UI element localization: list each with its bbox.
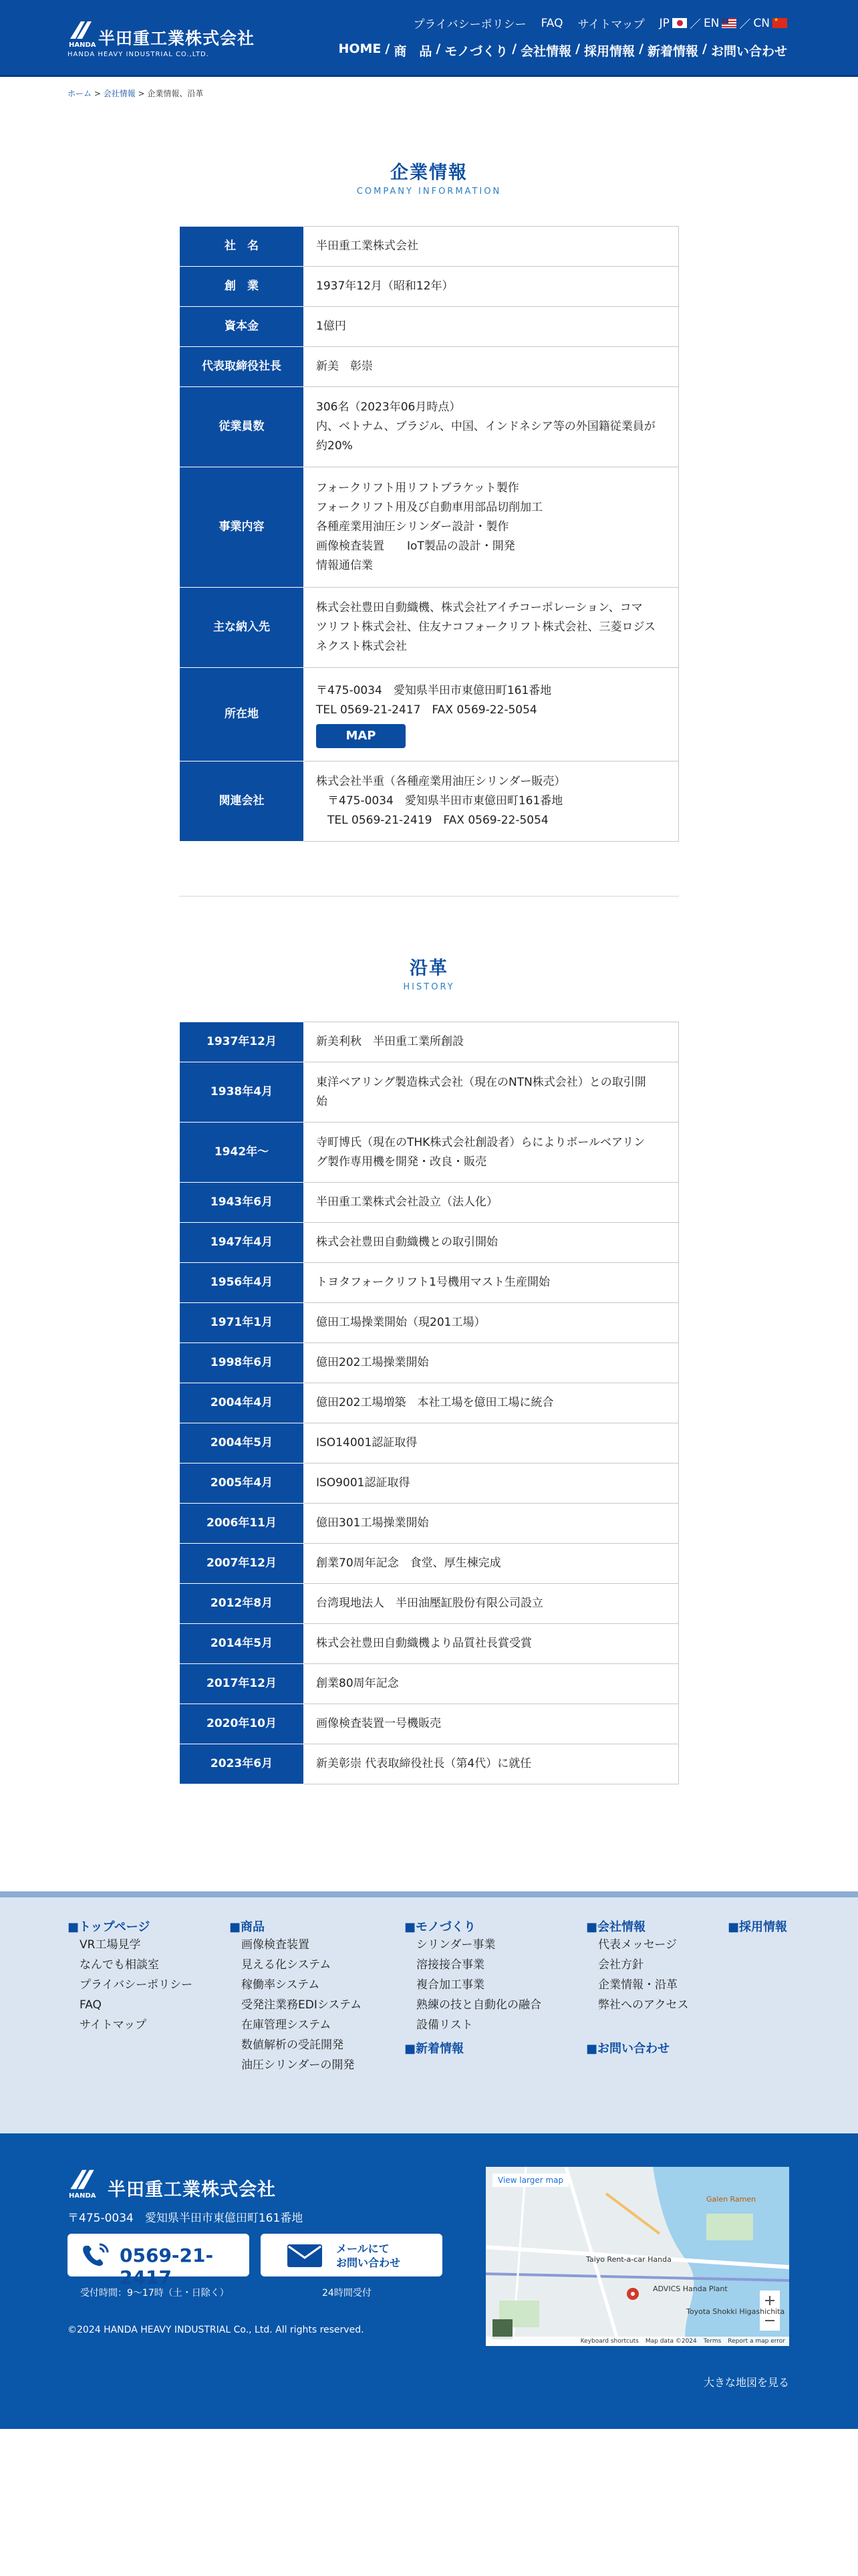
language-switcher: JP ／ EN ／ CN ★ xyxy=(660,15,787,31)
logo-mark-text: HANDA xyxy=(69,41,96,49)
footer-link[interactable]: 見える化システム xyxy=(241,1958,331,1972)
row-value xyxy=(304,1343,679,1383)
map-attribution-item[interactable]: Report a map error xyxy=(728,2338,785,2345)
footer-link[interactable]: 熟練の技と自動化の融合 xyxy=(416,1998,541,2012)
footer-col-monozukuri xyxy=(404,1917,541,2057)
row-value xyxy=(304,1744,679,1784)
row-label: 2023年6月 xyxy=(180,1744,304,1784)
row-value-line: 1億円 xyxy=(316,320,346,333)
map-label: Taiyo Rent-a-car Handa xyxy=(586,2255,672,2264)
footer-link[interactable]: 画像検査装置 xyxy=(241,1938,309,1952)
row-label: 2006年11月 xyxy=(180,1504,304,1544)
footer-head-recruit[interactable]: ■採用情報 xyxy=(728,1920,788,1934)
row-value-line: 台湾現地法人 半田油壓缸股份有限公司設立 xyxy=(316,1597,543,1610)
copyright: ©2024 HANDA HEAVY INDUSTRIAL Co., Ltd. All rights reserved. xyxy=(67,2325,364,2335)
row-value-line: 半田重工業株式会社設立（法人化） xyxy=(316,1195,498,1209)
row-value xyxy=(304,762,679,842)
row-value xyxy=(304,1303,679,1343)
row-value xyxy=(304,588,679,668)
phone-button[interactable] xyxy=(67,2234,249,2289)
top-link-sitemap[interactable]: サイトマップ xyxy=(577,18,645,31)
row-label: 1937年12月 xyxy=(180,1022,304,1062)
row-value-line: 億田工場操業開始（現201工場） xyxy=(316,1316,486,1329)
row-value-line: 〒475-0034 愛知県半田市東億田町161番地 xyxy=(316,794,563,808)
company-subtitle: COMPANY INFORMATION xyxy=(356,187,502,197)
breadcrumb: ホーム > 会社情報 > 企業情報、沿革 xyxy=(67,89,204,98)
nav-monozukuri[interactable]: モノづくり xyxy=(444,44,509,59)
row-value-line: トヨタフォークリフト1号機用マスト生産開始 xyxy=(316,1276,550,1289)
row-value-line: 寺町博氏（現在のTHK株式会社創設者）らによりボールベアリン xyxy=(316,1135,646,1149)
row-label: 1942年～ xyxy=(180,1123,304,1183)
row-value-line: 各種産業用油圧シリンダー設計・製作 xyxy=(316,520,509,534)
row-value xyxy=(304,1664,679,1704)
row-value xyxy=(304,227,679,267)
china-flag-icon[interactable] xyxy=(772,18,787,28)
footer-link[interactable]: 受発注業務EDIシステム xyxy=(241,1998,362,2012)
footer-col-recruit xyxy=(728,1917,787,1935)
lang-jp-link[interactable]: JP xyxy=(659,16,670,30)
japan-flag-icon[interactable] xyxy=(672,18,687,28)
mail-contact-line2: お問い合わせ xyxy=(336,2256,401,2269)
table-row xyxy=(180,1223,679,1263)
row-value-line: 株式会社豊田自動織機、株式会社アイチコーポレーション、コマ xyxy=(316,601,643,614)
row-value-line: TEL 0569-21-2417 FAX 0569-22-5054 xyxy=(316,703,537,717)
row-value-line: 創業70周年記念 食堂、厚生棟完成 xyxy=(316,1556,501,1570)
history-table xyxy=(179,1022,679,1784)
logo-mark-icon xyxy=(67,19,94,43)
row-value-line: フォークリフト用及び自動車用部品切削加工 xyxy=(316,501,543,514)
row-value-line: 画像検査装置 IoT製品の設計・開発 xyxy=(316,540,515,553)
footer-link[interactable]: 溶接接合事業 xyxy=(416,1958,484,1972)
nav-products[interactable]: 商 品 xyxy=(394,44,432,59)
footer-link[interactable]: 代表メッセージ xyxy=(598,1938,677,1952)
phone-hours: 受付時間：9～17時（土・日除く） xyxy=(80,2288,229,2299)
table-row xyxy=(180,1744,679,1784)
row-value-line: 半田重工業株式会社 xyxy=(316,239,418,253)
map-larger-link[interactable]: View larger map xyxy=(492,2174,569,2187)
row-label: 2017年12月 xyxy=(180,1664,304,1704)
nav-company[interactable]: 会社情報 xyxy=(521,44,572,59)
table-row xyxy=(180,1584,679,1624)
footer-sitemap xyxy=(0,1891,858,2133)
row-value xyxy=(304,1062,679,1123)
row-value-line: 東洋ベアリング製造株式会社（現在のNTN株式会社）との取引開 xyxy=(316,1075,646,1089)
table-row xyxy=(180,1303,679,1343)
footer-link[interactable]: 油圧シリンダーの開発 xyxy=(241,2059,355,2072)
row-value xyxy=(304,1584,679,1624)
row-value-line: 株式会社豊田自動織機との取引開始 xyxy=(316,1236,498,1249)
footer-head-monozukuri[interactable]: ■モノづくり xyxy=(404,1920,476,1934)
row-label: 2012年8月 xyxy=(180,1584,304,1624)
row-label: 代表取締役社長 xyxy=(180,347,304,387)
footer-link[interactable]: プライバシーポリシー xyxy=(80,1978,193,1992)
footer-company-name: 半田重工業株式会社 xyxy=(108,2180,276,2200)
row-value-line: ネクスト株式会社 xyxy=(316,640,407,653)
row-label: 1943年6月 xyxy=(180,1183,304,1223)
row-label: 1938年4月 xyxy=(180,1062,304,1123)
footer-link[interactable]: なんでも相談室 xyxy=(80,1958,159,1972)
row-label: 1998年6月 xyxy=(180,1343,304,1383)
map-label: ADVICS Handa Plant xyxy=(653,2285,728,2293)
history-title: 沿革 xyxy=(410,958,448,979)
footer-logo-mark-text: HANDA xyxy=(69,2192,96,2200)
row-value-line: グ製作専用機を開発・改良・販売 xyxy=(316,1155,486,1169)
top-link-privacy[interactable]: プライバシーポリシー xyxy=(413,18,527,31)
row-label: 主な納入先 xyxy=(180,588,304,668)
row-label: 2004年5月 xyxy=(180,1423,304,1463)
table-row xyxy=(180,588,679,668)
table-row xyxy=(180,1383,679,1423)
row-value xyxy=(304,387,679,467)
footer-link[interactable]: サイトマップ xyxy=(80,2018,147,2032)
table-row xyxy=(180,1343,679,1383)
row-value-line: 創業80周年記念 xyxy=(316,1677,399,1690)
row-value xyxy=(304,1504,679,1544)
row-value xyxy=(304,1624,679,1664)
footer-link[interactable]: 数値解析の受託開発 xyxy=(241,2038,343,2052)
row-value xyxy=(304,1223,679,1263)
main-nav: HOME / 商 品 / モノづくり / 会社情報 / 採用情報 / 新着情報 / お問い合わせ xyxy=(338,41,787,59)
section-divider xyxy=(179,896,679,897)
logo-company-name-en: HANDA HEAVY INDUSTRIAL CO.,LTD. xyxy=(67,51,209,58)
row-label: 創 業 xyxy=(180,267,304,307)
footer-link[interactable]: 企業情報・沿革 xyxy=(598,1978,678,1992)
row-value-line: 億田301工場操業開始 xyxy=(316,1516,429,1530)
row-label: 2005年4月 xyxy=(180,1463,304,1504)
row-label: 関連会社 xyxy=(180,762,304,842)
footer-link[interactable]: 弊社へのアクセス xyxy=(598,1998,689,2012)
row-value-line: 株式会社半重（各種産業用油圧シリンダー販売） xyxy=(316,775,566,788)
row-value xyxy=(304,267,679,307)
mail-contact-line1: メールにて xyxy=(336,2242,390,2255)
row-value xyxy=(304,1704,679,1744)
table-row xyxy=(180,1263,679,1303)
breadcrumb-company[interactable]: 会社情報 xyxy=(103,89,136,98)
row-value-line: 情報通信業 xyxy=(316,559,373,572)
table-row xyxy=(180,1704,679,1744)
top-links xyxy=(413,15,787,31)
row-value-line: 株式会社豊田自動織機より品質社長賞受賞 xyxy=(316,1637,532,1650)
table-row xyxy=(180,1664,679,1704)
row-value xyxy=(304,1022,679,1062)
row-value-line: 306名（2023年06月時点） xyxy=(316,400,461,414)
row-value-line: 画像検査装置一号機販売 xyxy=(316,1717,441,1730)
footer-link[interactable]: 会社方針 xyxy=(598,1958,644,1972)
row-label: 1956年4月 xyxy=(180,1263,304,1303)
row-value-line: 始 xyxy=(316,1094,327,1108)
nav-contact[interactable]: お問い合わせ xyxy=(710,44,787,59)
map-attribution-item[interactable]: Terms xyxy=(703,2338,722,2345)
site-header xyxy=(0,0,858,75)
embedded-map[interactable] xyxy=(486,2167,789,2346)
footer-link[interactable]: VR工場見学 xyxy=(80,1938,141,1952)
history-section-title xyxy=(0,953,858,992)
row-label: 1971年1月 xyxy=(180,1303,304,1343)
phone-icon xyxy=(80,2242,112,2268)
row-value-line: ISO9001認証取得 xyxy=(316,1476,410,1490)
row-value-line: フォークリフト用リフトブラケット製作 xyxy=(316,481,519,495)
table-row xyxy=(180,387,679,467)
table-row xyxy=(180,1183,679,1223)
row-value-line: 内、ベトナム、ブラジル、中国、インドネシア等の外国籍従業員が xyxy=(316,420,656,433)
row-value-line: 新美 彰崇 xyxy=(316,360,373,373)
lang-cn-link[interactable]: CN xyxy=(753,16,770,30)
history-subtitle: HISTORY xyxy=(403,982,455,992)
row-value-line: TEL 0569-21-2419 FAX 0569-22-5054 xyxy=(316,814,549,827)
footer-address: 〒475-0034 愛知県半田市東億田町161番地 xyxy=(67,2212,303,2225)
row-value xyxy=(304,1123,679,1183)
nav-recruit[interactable]: 採用情報 xyxy=(584,44,635,59)
map-attribution xyxy=(486,2337,789,2346)
table-row xyxy=(180,267,679,307)
table-row xyxy=(180,1022,679,1062)
row-label: 2014年5月 xyxy=(180,1624,304,1664)
row-label: 社 名 xyxy=(180,227,304,267)
row-value-line: 新美利秋 半田重工業所創設 xyxy=(316,1035,464,1048)
table-row xyxy=(180,1624,679,1664)
table-row xyxy=(180,668,679,762)
company-info-table xyxy=(179,226,679,842)
logo-mark-icon xyxy=(67,2167,97,2194)
row-value xyxy=(304,467,679,588)
map-attribution-item: Map data ©2024 xyxy=(645,2338,697,2345)
row-value-line: 新美彰崇 代表取締役社長（第4代）に就任 xyxy=(316,1757,532,1770)
footer-head-news[interactable]: ■新着情報 xyxy=(404,2042,464,2056)
lang-en-link[interactable]: EN xyxy=(703,16,720,30)
breadcrumb-home[interactable]: ホーム xyxy=(67,89,92,98)
row-value-line: 億田202工場増築 本社工場を億田工場に統合 xyxy=(316,1396,554,1409)
logo-company-name: 半田重工業株式会社 xyxy=(98,29,255,48)
map-label: Galen Ramen xyxy=(706,2195,756,2204)
footer-link[interactable]: 設備リスト xyxy=(416,2018,473,2032)
big-map-link[interactable]: 大きな地図を見る xyxy=(703,2376,789,2389)
footer-link[interactable]: 在庫管理システム xyxy=(241,2018,331,2032)
row-label: 資本金 xyxy=(180,307,304,347)
table-row xyxy=(180,307,679,347)
row-value xyxy=(304,1383,679,1423)
breadcrumb-current: 企業情報、沿革 xyxy=(147,89,204,98)
row-value-line: 〒475-0034 愛知県半田市東億田町161番地 xyxy=(316,683,552,697)
footer-col-company xyxy=(586,1917,689,2057)
footer-head-top[interactable]: ■トップページ xyxy=(67,1920,150,1934)
mail-icon xyxy=(287,2244,322,2267)
row-value-line: 1937年12月（昭和12年） xyxy=(316,279,454,293)
table-row xyxy=(180,1423,679,1463)
row-value xyxy=(304,1544,679,1584)
footer-link[interactable]: 稼働率システム xyxy=(241,1978,320,1992)
row-value-line: 約20% xyxy=(316,439,353,453)
footer-link[interactable]: FAQ xyxy=(80,1998,102,2012)
row-value xyxy=(304,1463,679,1504)
table-row xyxy=(180,347,679,387)
company-title: 企業情報 xyxy=(390,162,468,183)
table-row xyxy=(180,1544,679,1584)
footer-col-products xyxy=(229,1917,362,2075)
footer-link[interactable]: 複合加工事業 xyxy=(416,1978,484,1992)
row-label: 2007年12月 xyxy=(180,1544,304,1584)
mail-hours: 24時間受付 xyxy=(322,2288,372,2299)
footer-link[interactable]: シリンダー事業 xyxy=(416,1938,496,1952)
row-value-line: ツリフト株式会社、住友ナコフォークリフト株式会社、三菱ロジス xyxy=(316,620,656,634)
table-row xyxy=(180,1062,679,1123)
row-value xyxy=(304,1183,679,1223)
footer-head-contact[interactable]: ■お問い合わせ xyxy=(586,2042,670,2056)
phone-number: 0569-21-2417 xyxy=(120,2244,214,2289)
row-label: 2004年4月 xyxy=(180,1383,304,1423)
map-label: Toyota Shokki Higashichita xyxy=(686,2307,785,2316)
footer-head-company[interactable]: ■会社情報 xyxy=(586,1920,646,1934)
top-link-faq[interactable]: FAQ xyxy=(541,16,563,30)
table-row xyxy=(180,762,679,842)
mail-contact-text xyxy=(336,2242,400,2270)
row-label: 1947年4月 xyxy=(180,1223,304,1263)
header-divider xyxy=(0,75,858,77)
nav-news[interactable]: 新着情報 xyxy=(648,44,699,59)
usa-flag-icon[interactable] xyxy=(722,18,736,28)
nav-home[interactable]: HOME xyxy=(338,41,382,56)
row-value xyxy=(304,307,679,347)
row-value-line: ISO14001認証取得 xyxy=(316,1436,418,1449)
row-value xyxy=(304,347,679,387)
row-value-line: 億田202工場操業開始 xyxy=(316,1356,429,1369)
company-section-title xyxy=(0,158,858,197)
footer-head-products[interactable]: ■商品 xyxy=(229,1920,265,1934)
row-value xyxy=(304,1263,679,1303)
row-value xyxy=(304,1423,679,1463)
row-label: 従業員数 xyxy=(180,387,304,467)
mail-contact-button[interactable] xyxy=(261,2234,442,2276)
row-label: 2020年10月 xyxy=(180,1704,304,1744)
table-row xyxy=(180,227,679,267)
footer-col-top xyxy=(67,1917,192,2035)
table-row xyxy=(180,1123,679,1183)
row-label: 事業内容 xyxy=(180,467,304,588)
map-attribution-item[interactable]: Keyboard shortcuts xyxy=(580,2338,639,2345)
row-label: 所在地 xyxy=(180,668,304,762)
table-row xyxy=(180,1504,679,1544)
footer-contact xyxy=(0,2133,858,2429)
table-row xyxy=(180,467,679,588)
row-value xyxy=(304,668,679,762)
map-button[interactable]: MAP xyxy=(316,724,406,748)
table-row xyxy=(180,1463,679,1504)
